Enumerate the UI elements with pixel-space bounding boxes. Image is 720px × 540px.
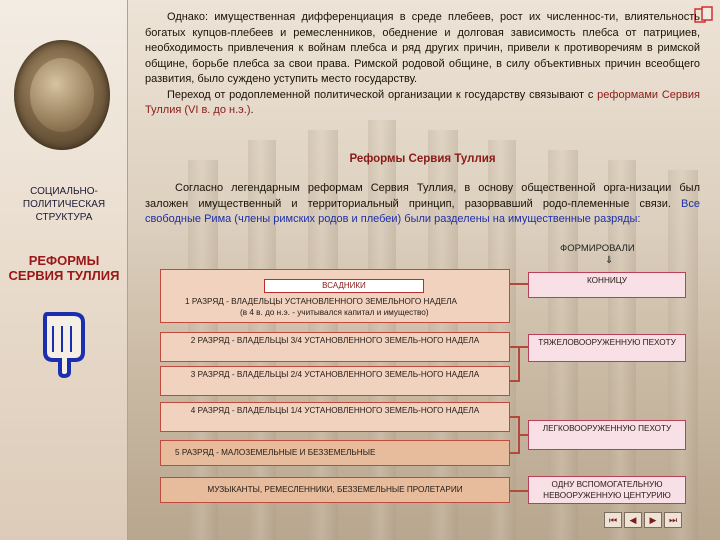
rank-1-note: (в 4 в. до н.э. - учитывался капитал и имущество) [240,308,429,317]
down-arrow-icon: ⇓ [605,255,614,266]
intro-paragraph-2-end: . [250,104,254,116]
rank-5-label: 5 РАЗРЯД - МАЛОЗЕМЕЛЬНЫЕ И БЕЗЗЕМЕЛЬНЫЕ [175,448,376,457]
auxiliary-century-box [528,476,686,504]
connector [510,452,520,454]
heavy-infantry-label: ТЯЖЕЛОВООРУЖЕННУЮ ПЕХОТУ [538,338,676,347]
reforms-link[interactable]: реформами Сервия Туллия (VI в. до н.э.) [145,88,700,116]
cavalry-box [528,272,686,298]
sidebar-category: СОЦИАЛЬНО-ПОЛИТИЧЕСКАЯ СТРУКТУРА [22,186,106,223]
nav-next-button[interactable]: ▶ [644,512,662,528]
section-text-start: Согласно легендарным реформам Сервия Туллия, в основу общественной орга-низации был заложен имущественный и территориальный принцип, разорвавший родо-племенные связи. [145,182,700,210]
rank-2-box [160,332,510,362]
nav-last-button[interactable]: ⏭ [664,512,682,528]
rank-4-box [160,402,510,432]
connector [510,490,528,492]
rank-3-box [160,366,510,396]
rank-1-title: 1 РАЗРЯД - ВЛАДЕЛЬЦЫ УСТАНОВЛЕННОГО ЗЕМЕЛЬНОГО НАДЕЛА [185,297,458,306]
pointing-hand-icon [33,308,103,378]
rank-6-box [160,477,510,503]
rank-3-label: 3 РАЗРЯД - ВЛАДЕЛЬЦЫ 2/4 УСТАНОВЛЕННОГО ЗЕМЕЛЬ-НОГО НАДЕЛА [190,370,480,379]
nav-first-button[interactable]: ⏮ [604,512,622,528]
roman-coin-image [14,40,110,150]
heavy-infantry-box [528,334,686,362]
connector [518,434,528,436]
intro-text [145,10,700,119]
rank-5-box [160,440,510,466]
connector [518,346,520,380]
equestrians-label: ВСАДНИКИ [264,279,424,293]
nav-prev-button[interactable]: ◀ [624,512,642,528]
cavalry-label: КОННИЦУ [586,276,627,285]
intro-paragraph-2 [145,88,700,119]
section-text-blue: Все свободные Рима (члены римских родов и плебеи) были разделены на [145,197,700,225]
section-text-end: имущественные разряды: [508,213,641,225]
intro-paragraph-2-start: Переход от родоплеменной политической организации к государству связывают с [167,88,598,101]
intro-paragraph-1: Однако: имущественная дифференциация в среде плебеев, рост их численнос-ти, влиятельность богатых купцов-плебеев и ремесленников, обеднение и долговая зависимость плебса от патрициев, необходимость привлечения к войнам плебса и ряд других причин, привели к противоречиям в римской общине, борьбе плебса за свои права. Римской родовой общине, в силу объективных причин всеобщего развития, было суждено уступить место государству. [145,11,700,85]
rank-2-label: 2 РАЗРЯД - ВЛАДЕЛЬЦЫ 3/4 УСТАНОВЛЕННОГО ЗЕМЕЛЬ-НОГО НАДЕЛА [190,336,480,345]
section-title: Реформы Сервия Туллия [349,153,496,165]
light-infantry-label: ЛЕГКОВООРУЖЕННУЮ ПЕХОТУ [542,424,672,433]
formed-label: ФОРМИРОВАЛИ [560,243,635,254]
light-infantry-box [528,420,686,450]
connector [510,380,520,382]
sidebar-topic: РЕФОРМЫ СЕРВИЯ ТУЛЛИЯ [8,253,120,283]
rank-1-box [160,269,510,323]
rank-4-label: 4 РАЗРЯД - ВЛАДЕЛЬЦЫ 1/4 УСТАНОВЛЕННОГО ЗЕМЕЛЬ-НОГО НАДЕЛА [190,406,480,415]
auxiliary-century-label: ОДНУ ВСПОМОГАТЕЛЬНУЮ НЕВООРУЖЕННУЮ ЦЕНТУРИЮ [543,480,671,500]
section-text [145,181,700,228]
sidebar [0,0,128,540]
rank-6-label: МУЗЫКАНТЫ, РЕМЕСЛЕННИКИ, БЕЗЗЕМЕЛЬНЫЕ ПРОЛЕТАРИИ [207,485,463,494]
connector [510,283,528,285]
